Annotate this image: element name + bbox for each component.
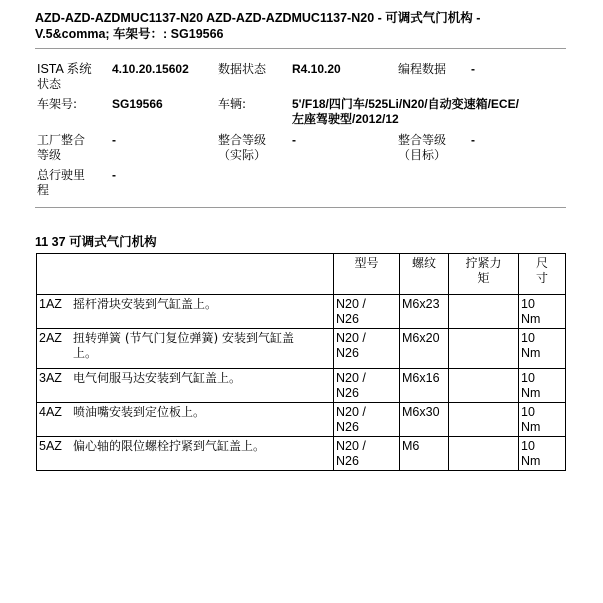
meta-divider (35, 207, 566, 208)
row-model: N20 / N26 (334, 369, 400, 403)
row-code: 1AZ (39, 297, 62, 311)
row-thread: M6x20 (400, 329, 449, 369)
row-torque (449, 437, 519, 471)
row-thread: M6x23 (400, 295, 449, 329)
row-model: N20 / N26 (334, 329, 400, 369)
row-code: 5AZ (39, 439, 62, 453)
row-torque (449, 329, 519, 369)
row-model: N20 / N26 (334, 403, 400, 437)
programming-data-value: - (471, 62, 475, 76)
row-code: 2AZ (39, 331, 62, 345)
section-title: 11 37 可调式气门机构 (35, 235, 157, 249)
row-desc: 扭转弹簧 (节气门复位弹簧) 安装到气缸盖上。 (73, 331, 294, 360)
target-level-label: 整合等级 （目标） (398, 133, 447, 162)
vin-value: SG19566 (112, 97, 163, 111)
row-size: 10 Nm (519, 403, 566, 437)
factory-level-value: - (112, 133, 116, 147)
row-description (37, 295, 334, 329)
header-thread: 螺纹 (400, 254, 449, 295)
target-level-value: - (471, 133, 475, 147)
table-row (37, 369, 566, 403)
vehicle-label: 车辆: (218, 97, 247, 111)
title-line-1: AZD-AZD-AZDMUC1137-N20 AZD-AZD-AZDMUC1137-N20 - 可调式气门机构 - (35, 11, 481, 25)
row-size: 10 Nm (519, 329, 566, 369)
header-divider (35, 48, 566, 49)
row-model: N20 / N26 (334, 437, 400, 471)
row-thread: M6x30 (400, 403, 449, 437)
data-status-value: R4.10.20 (292, 62, 341, 76)
row-desc: 偏心轴的限位螺栓拧紧到气缸盖上。 (73, 439, 266, 453)
vin-label: 车架号: (37, 97, 78, 111)
vehicle-value: 5'/F18/四门车/525Li/N20/自动变速箱/ECE/ 左座驾驶型/2012/12 (292, 97, 519, 126)
table-row (37, 329, 566, 369)
row-torque (449, 369, 519, 403)
row-size: 10 Nm (519, 295, 566, 329)
title-line-2: V.5&comma; 车架号：: SG19566 (35, 27, 224, 41)
mileage-label: 总行驶里 程 (37, 168, 86, 197)
row-torque (449, 403, 519, 437)
row-size: 10 Nm (519, 369, 566, 403)
table-header-row (37, 254, 566, 295)
mileage-value: - (112, 168, 116, 182)
table-row (37, 403, 566, 437)
factory-level-label: 工厂整合 等级 (37, 133, 86, 162)
header-torque: 拧紧力 矩 (449, 254, 519, 295)
row-torque (449, 295, 519, 329)
row-model: N20 / N26 (334, 295, 400, 329)
programming-data-label: 编程数据 (398, 62, 447, 76)
ista-label: ISTA 系统 状态 (37, 62, 92, 91)
ista-value: 4.10.20.15602 (112, 62, 189, 76)
row-code: 3AZ (39, 371, 62, 385)
header-description (37, 254, 334, 295)
row-desc: 摇杆滑块安装到气缸盖上。 (73, 297, 218, 311)
row-description (37, 437, 334, 471)
row-desc: 喷油嘴安装到定位板上。 (73, 405, 206, 419)
header-size: 尺 寸 (519, 254, 566, 295)
row-size: 10 Nm (519, 437, 566, 471)
row-code: 4AZ (39, 405, 62, 419)
data-status-label: 数据状态 (218, 62, 267, 76)
row-desc: 电气伺服马达安装到气缸盖上。 (73, 371, 242, 385)
table-row (37, 437, 566, 471)
document-title (35, 10, 570, 42)
actual-level-label: 整合等级 （实际） (218, 133, 267, 162)
row-thread: M6x16 (400, 369, 449, 403)
row-description (37, 329, 334, 369)
parts-table (36, 253, 566, 471)
row-thread: M6 (400, 437, 449, 471)
row-description (37, 369, 334, 403)
actual-level-value: - (292, 133, 296, 147)
header-model: 型号 (334, 254, 400, 295)
table-row (37, 295, 566, 329)
row-description (37, 403, 334, 437)
